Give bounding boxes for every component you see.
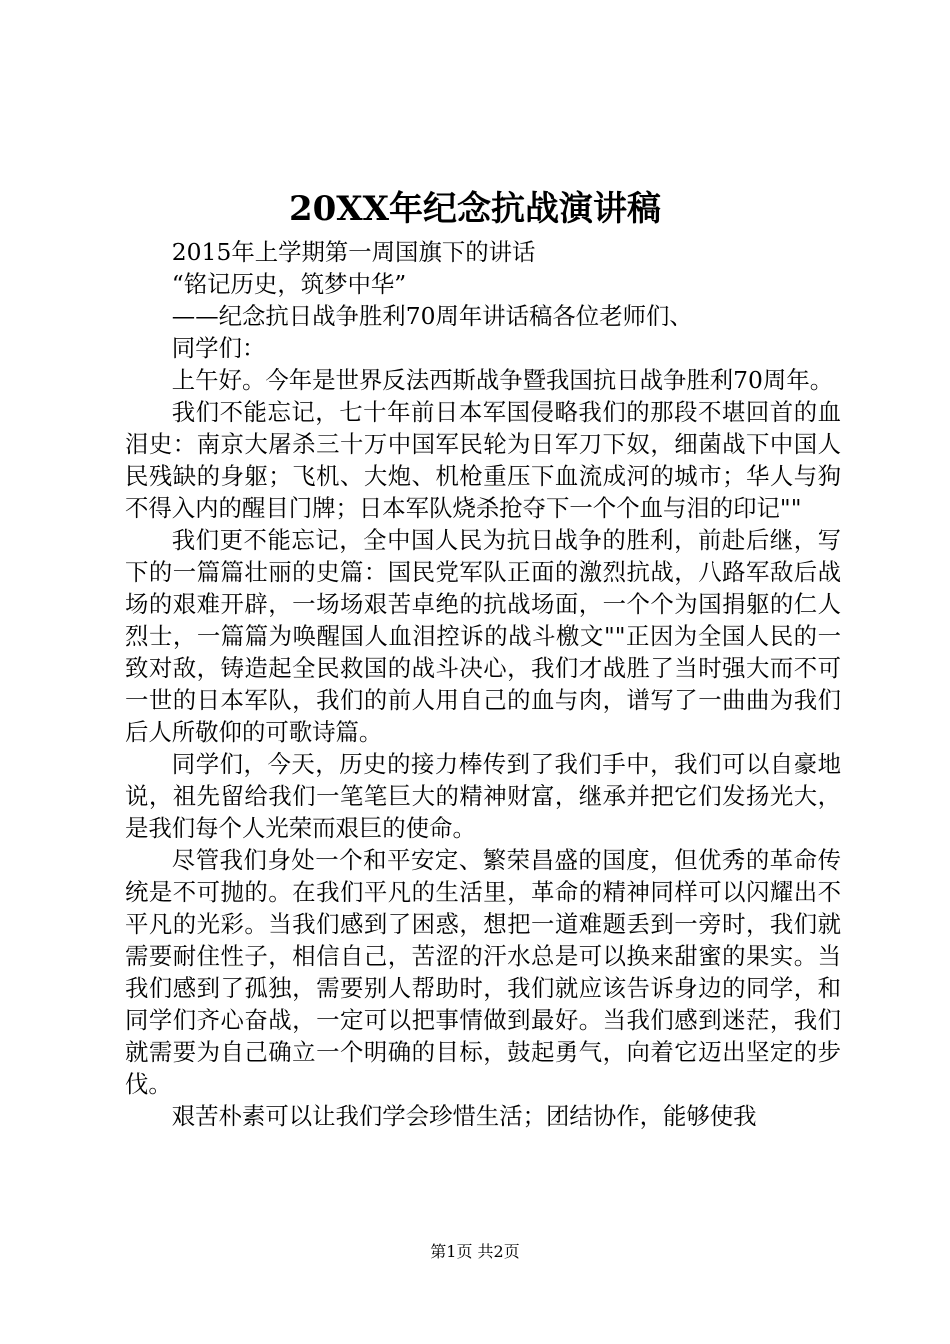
paragraph: ——纪念抗日战争胜利70周年讲话稿各位老师们、 [171,302,693,330]
paragraph: 同学们，今天，历史的接力棒传到了我们手中，我们可以自豪地说，祖先留给我们一笔笔巨大的精神财富，继承并把它们发扬光大，是我们每个人光荣而艰巨的使命。 [125,750,841,842]
paragraph: 尽管我们身处一个和平安定、繁荣昌盛的国度，但优秀的革命传统是不可抛的。在我们平凡的生活里，革命的精神同样可以闪耀出不平凡的光彩。当我们感到了困惑，想把一道难题丢到一旁时，我们就需要耐住性子，相信自己，苦涩的汗水总是可以换来甜蜜的果实。当我们感到了孤独，需要别人帮助时，我们就应该告诉身边的同学，和同学们齐心奋战，一定可以把事情做到最好。当我们感到迷茫，我们就需要为自己确立一个明确的目标，鼓起勇气，向着它迈出坚定的步伐。 [125,846,841,1098]
page-number: 第1页 共2页 [430,1242,520,1261]
document-body [125,236,841,1132]
paragraph: 艰苦朴素可以让我们学会珍惜生活；团结协作，能够使我 [171,1102,757,1130]
paragraph: 我们不能忘记，七十年前日本军国侵略我们的那段不堪回首的血泪史：南京大屠杀三十万中国军民轮为日军刀下奴，细菌战下中国人民残缺的身躯；飞机、大炮、机枪重压下血流成河的城市；华人与狗不得入内的醒目门牌；日本军队烧杀抢夺下一个个血与泪的印记"" [125,398,841,522]
paragraph: 同学们： [171,334,266,362]
paragraph: 我们更不能忘记，全中国人民为抗日战争的胜利，前赴后继，写下的一篇篇壮丽的史篇：国民党军队正面的激烈抗战，八路军敌后战场的艰难开辟，一场场艰苦卓绝的抗战场面，一个个为国捐躯的仁人烈士，一篇篇为唤醒国人血泪控诉的战斗檄文""正因为全国人民的一致对敌，铸造起全民救国的战斗决心，我们才战胜了当时强大而不可一世的日本军队，我们的前人用自己的血与肉，谱写了一曲曲为我们后人所敬仰的可歌诗篇。 [125,526,841,746]
document-title: 20XX年纪念抗战演讲稿 [288,189,662,229]
paragraph: “铭记历史，筑梦中华” [171,270,407,298]
paragraph: 2015年上学期第一周国旗下的讲话 [171,238,536,266]
paragraph: 上午好。今年是世界反法西斯战争暨我国抗日战争胜利70周年。 [171,366,834,394]
